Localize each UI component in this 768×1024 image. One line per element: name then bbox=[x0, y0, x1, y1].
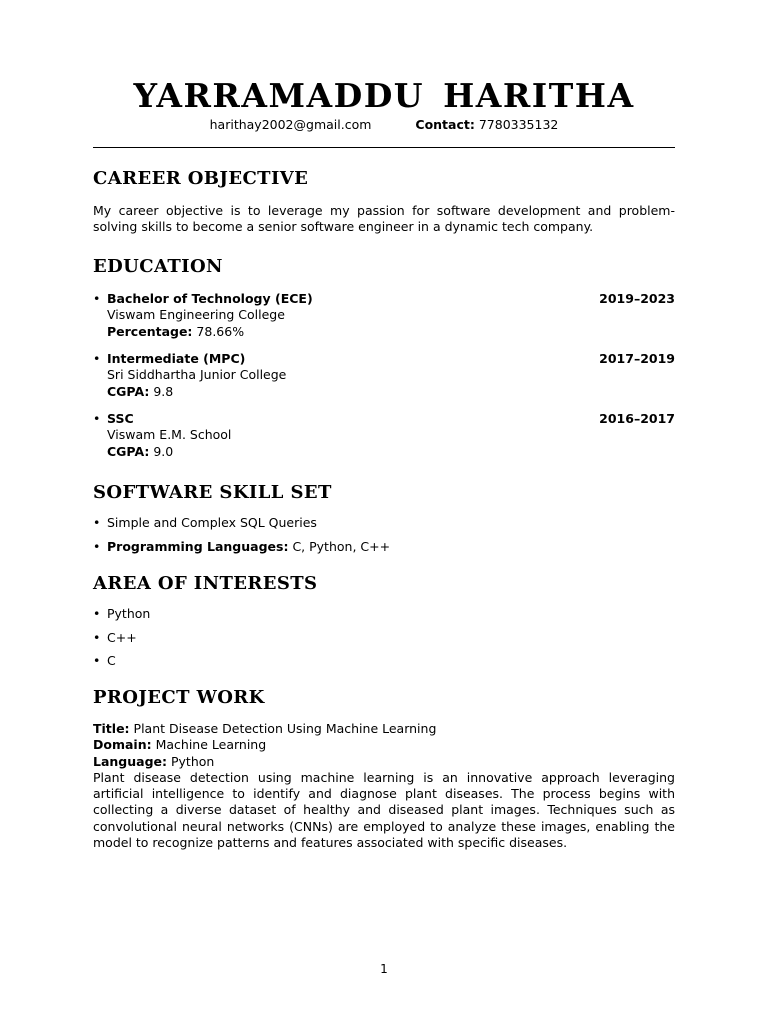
score-line bbox=[93, 324, 675, 340]
skills-list bbox=[93, 515, 675, 562]
skills-heading: SOFTWARE SKILL SET bbox=[93, 482, 332, 503]
project-language: Python bbox=[171, 753, 215, 769]
bullet: • bbox=[93, 351, 101, 366]
career-objective-heading: CAREER OBJECTIVE bbox=[93, 168, 309, 189]
list-item: • Programming Languages: C, Python, C++ bbox=[93, 538, 391, 554]
project-description: Plant disease detection using machine learning is an innovative approach leveraging artificial intelligence to identify and diagnose plant diseases. The process begins with collecting a diverse dataset of healthy and diseased plant images. Techniques such as convolutional neural networks (CNNs) are employed to analyze these images, enabling the model to recognize patterns and features associated with specific diseases. bbox=[93, 769, 675, 851]
project-title-label: Title: bbox=[93, 721, 130, 736]
interests-heading: AREA OF INTERESTS bbox=[93, 573, 318, 594]
institution-name: Sri Siddhartha Junior College bbox=[107, 367, 287, 383]
project-title-line bbox=[93, 721, 675, 737]
email-text: harithay2002@gmail.com bbox=[209, 117, 372, 132]
skill-value: C, Python, C++ bbox=[292, 538, 391, 554]
project-language-label: Language: bbox=[93, 753, 168, 769]
score-label: CGPA: bbox=[107, 383, 150, 399]
score-line bbox=[93, 384, 675, 400]
education-item bbox=[93, 351, 675, 400]
education-heading: EDUCATION bbox=[93, 256, 223, 277]
career-objective-text: My career objective is to leverage my passion for software development and problem-solving skills to become a senior software engineer in a dynamic tech company. bbox=[93, 203, 675, 235]
list-item: • C bbox=[93, 653, 116, 668]
project-language-line bbox=[93, 754, 675, 770]
project-heading: PROJECT WORK bbox=[93, 687, 265, 708]
score-value: 78.66% bbox=[196, 323, 245, 339]
degree-name: SSC bbox=[107, 411, 134, 426]
project-domain-label: Domain: bbox=[93, 737, 152, 753]
interests-list bbox=[93, 606, 675, 677]
score-line bbox=[93, 444, 675, 460]
bullet: • bbox=[93, 411, 101, 426]
contact-label: Contact: bbox=[415, 117, 475, 132]
degree-years: 2017–2019 bbox=[599, 351, 675, 366]
institution-name: Viswam Engineering College bbox=[107, 307, 285, 323]
score-label: Percentage: bbox=[107, 323, 193, 339]
candidate-name: YARRAMADDU HARITHA bbox=[133, 76, 635, 115]
page-number: 1 bbox=[380, 962, 388, 976]
project-domain-line bbox=[93, 737, 675, 753]
education-item bbox=[93, 411, 675, 460]
phone-number: 7780335132 bbox=[478, 117, 559, 132]
interest-text: C bbox=[107, 653, 116, 668]
skill-text: Simple and Complex SQL Queries bbox=[107, 515, 317, 530]
project-details bbox=[93, 721, 675, 851]
list-item: • Python bbox=[93, 606, 151, 621]
score-label: CGPA: bbox=[107, 443, 150, 459]
degree-name: Intermediate (MPC) bbox=[107, 351, 246, 366]
project-title: Plant Disease Detection Using Machine Learning bbox=[133, 721, 437, 736]
degree-years: 2019–2023 bbox=[599, 291, 675, 306]
interest-text: C++ bbox=[107, 629, 137, 645]
list-item: • C++ bbox=[93, 629, 137, 645]
education-item bbox=[93, 291, 675, 340]
project-domain: Machine Learning bbox=[155, 737, 267, 753]
interest-text: Python bbox=[107, 606, 151, 621]
contact-line bbox=[93, 117, 675, 133]
degree-name: Bachelor of Technology (ECE) bbox=[107, 291, 313, 306]
institution-name: Viswam E.M. School bbox=[107, 427, 232, 443]
list-item: • Simple and Complex SQL Queries bbox=[93, 515, 317, 530]
skill-label: Programming Languages: bbox=[107, 538, 289, 554]
header-divider bbox=[93, 147, 675, 148]
score-value: 9.8 bbox=[153, 383, 174, 399]
degree-years: 2016–2017 bbox=[599, 411, 675, 426]
score-value: 9.0 bbox=[153, 443, 174, 459]
bullet: • bbox=[93, 291, 101, 306]
